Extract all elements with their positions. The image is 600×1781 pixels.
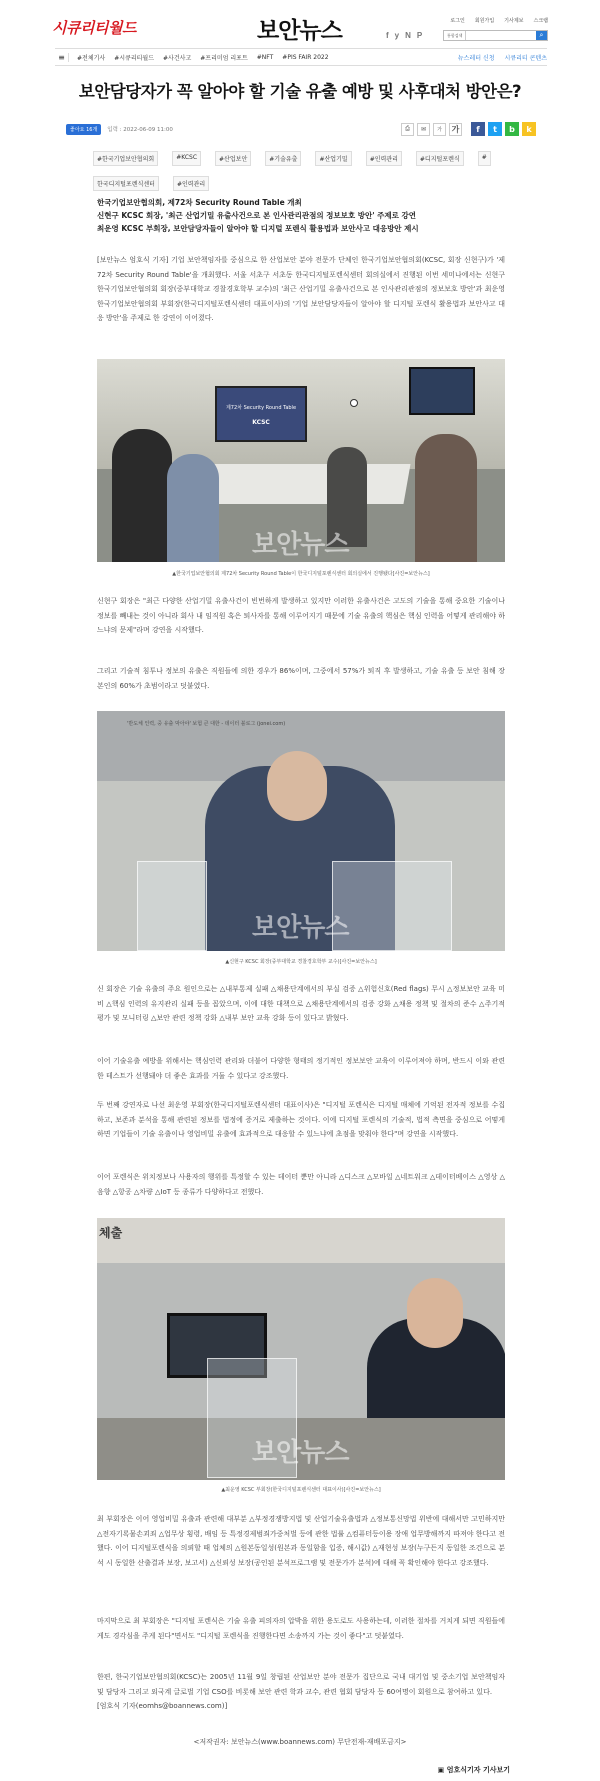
attendee	[112, 429, 172, 562]
byline: [엄호식 기자(eomhs@boannews.com)]	[97, 1702, 228, 1710]
wall-sign-text: 체출	[99, 1226, 123, 1240]
paragraph: 이어 포렌식은 위치정보나 사용자의 행위를 특정할 수 있는 데이터 뿐만 아니라 △디스크 △모바일 △네트워크 △데이터베이스 △영상 △음향 △항공 △차량 △IoT 등 종류가 다양하다고 전했다.	[97, 1173, 505, 1196]
youtube-icon[interactable]: y	[394, 31, 400, 40]
nav-item-security-world[interactable]: #시큐리티월드	[114, 54, 155, 62]
conference-table	[203, 464, 410, 504]
photo-seminar	[97, 359, 505, 562]
paragraph: 그리고 기술적 침투나 정보의 유출은 직원들에 의한 경우가 86%이며, 그중에서 57%가 퇴직 후 발생하고, 기술 유출 등 보안 침해 장본인의 60%가 초범이라고 덧붙였다.	[97, 667, 505, 690]
article-lead	[97, 196, 517, 235]
attendee	[415, 434, 477, 562]
tag[interactable]: #인력관리	[173, 176, 209, 191]
report-link[interactable]: 기사제보	[504, 18, 524, 24]
search-bar	[443, 30, 548, 41]
signup-link[interactable]: 회원가입	[474, 18, 495, 24]
font-large-button[interactable]: 가	[449, 123, 462, 136]
photo-caption: ▲신현구 KCSC 회장(중부대학교 경찰경호학부 교수)[사진=보안뉴스]	[225, 959, 377, 965]
lead-line: 신현구 KCSC 회장, '최근 산업기밀 유출사건으로 본 인사관리관점의 정보보호 방안' 주제로 강연	[97, 211, 417, 220]
like-button[interactable]: 좋아요 16개	[66, 124, 101, 135]
photo-speaker-1	[97, 711, 505, 951]
reporter-articles-link[interactable]	[438, 1765, 510, 1775]
email-icon[interactable]: ✉	[417, 123, 430, 136]
watermark: 보안뉴스	[252, 530, 349, 560]
nav-item-nft[interactable]: #NFT	[256, 53, 274, 61]
tag[interactable]: #한국기업보안협의회	[93, 151, 158, 166]
security-world-logo[interactable]: 시큐리티월드	[52, 20, 136, 37]
watermark: 보안뉴스	[252, 1438, 349, 1468]
main-nav	[55, 48, 547, 66]
reporter-link-label: 엄호식기자 기사보기	[446, 1766, 510, 1774]
band-share-icon[interactable]: b	[505, 122, 519, 136]
paragraph: 최 부회장은 이어 영업비밀 유출과 관련해 대부분 △부정경쟁방지법 및 산업기술유출법과 △정보통신망법 위반에 대해서만 고민하지만 △전자기록물손괴죄 △업무상 횡령, 배임 등 특정경제범죄가중처벌 등에 관한 법률 △컴퓨터등이용 장애 업무방해까지 따져야 한다고 전했다. 이어 디지털포렌식을 의뢰할 때 업체의 △원본동일성(원본과 동일함을 입증, 해시값) △재현성 보장(누구든지 동일한 조건으로 분석 시 동일한 산출결과 보장, 보고서) △신뢰성 보장(공인된 분석프로그램 및 전문가가 분석)에 대해 꼭 확인해야 한다고 강조했다.	[97, 1515, 505, 1567]
reporter-icon: ▣	[437, 1766, 447, 1774]
tag[interactable]: #기술유출	[265, 151, 301, 166]
photo-speaker-2	[97, 1218, 505, 1480]
projector-screen	[215, 386, 307, 442]
article-meta	[66, 122, 536, 136]
paragraph: 마지막으로 최 부회장은 "디지털 포렌식은 기술 유출 피의자의 압박을 위한 용도로도 사용하는데, 이러한 절차를 거치게 되면 직원들에게도 경각심을 주게 된다"면서도 "디지털 포렌식을 진행한다면 소송까지 가는 것이 좋다"고 덧붙였다.	[97, 1617, 505, 1640]
photo-caption: ▲한국기업보안협의회 제72차 Security Round Table이 한국디지털포렌식센터 회의실에서 진행됐다[사진=보안뉴스]	[172, 571, 430, 577]
nav-item-premium[interactable]: #프리미엄 리포트	[200, 54, 248, 62]
search-scope-select[interactable]: 통합검색	[444, 31, 466, 40]
login-link[interactable]: 로그인	[450, 18, 465, 24]
paragraph: 신현구 회장은 "최근 다양한 산업기밀 유출사건이 빈번하게 발생하고 있지만 이러한 유출사건은 고도의 기술을 통해 중요한 기술이나 정보를 빼내는 것이 아니라 회사 내 임직원 혹은 퇴사자를 통해 이루어지기 때문에 기술 유출의 핵심은 핵심 인력을 어떻게 관리해야 하느냐의 문제"라며 강연을 시작했다.	[97, 597, 505, 634]
nav-item-incidents[interactable]: #사건사고	[163, 54, 192, 62]
photo-caption: ▲최운영 KCSC 부회장(한국디지털포렌식센터 대표이사)[사진=보안뉴스]	[221, 1487, 381, 1493]
tag[interactable]: #디지털포렌식	[416, 151, 464, 166]
tag[interactable]: #KCSC	[172, 151, 201, 166]
social-links	[386, 31, 422, 40]
paragraph-text: 한편, 한국기업보안협의회(KCSC)는 2005년 11월 9일 창립된 산업보안 분야 전문가 집단으로 국내 대기업 및 중소기업 보안책임자 및 담당자 그리고 외국계 글로벌 기업 CSO를 비롯해 보안 관련 학과 교수, 관련 협회 담당자 등 60여명이 회원으로 참여하고 있다.	[97, 1673, 505, 1696]
attendee	[167, 454, 219, 562]
screen-title: 제72차 Security Round Table	[225, 405, 297, 411]
acrylic-partition	[332, 861, 452, 951]
facebook-icon[interactable]: f	[386, 31, 389, 40]
security-content-link[interactable]: 시큐리티 콘텐츠	[504, 54, 547, 62]
watermark: 보안뉴스	[252, 913, 349, 943]
paragraph: 두 번째 강연자로 나선 최운영 부회장(한국디지털포렌식센터 대표이사)은 "디지털 포렌식은 디지털 매체에 기억된 전자적 정보를 수집하고, 보존과 분석을 통해 관련된 정보를 법정에 증거로 제출하는 것이다. 이에 디지털 포렌식의 기술적, 법적 측면을 중심으로 어떻게 하면 기업들이 기술 유출이나 영업비밀 유출에 효과적으로 대응할 수 있느냐에 초점을 맞춰야 한다"며 강연을 시작했다.	[97, 1101, 505, 1138]
tag-list	[93, 151, 505, 191]
nav-item-all[interactable]: #전체기사	[77, 54, 106, 62]
naver-icon[interactable]: N	[405, 31, 411, 40]
paragraph: [보안뉴스 엄호식 기자] 기업 보안책임자를 중심으로 한 산업보안 분야 전문가 단체인 한국기업보안협의회(KCSC, 회장 신현구)가 '제72차 Security Round Table'을 개최했다. 서울 서초구 서초동 한국디지털포렌식센터 회의실에서 진행된 이번 세미나에서는 신현구 한국기업보안협의회 회장(중부대학교 경찰경호학부 교수)의 '최근 산업기밀 유출사건으로 본 인사관리관점의 정보보호 방안'과 최운영 한국기업보안협의회 부회장(한국디지털포렌식센터 대표이사)의 '기업 보안담당자들이 알아야 할 디지털 포렌식 활용법과 보안사고 대응 방안'을 주제로 한 강연이 이어졌다.	[97, 256, 505, 322]
article-title: 보안담당자가 꼭 알아야 할 기술 유출 예방 및 사후대처 방안은?	[78, 82, 522, 101]
tag[interactable]: #산업보안	[215, 151, 251, 166]
paragraph: 신 회장은 기술 유출의 주요 원인으로는 △내부통제 실패 △채용단계에서의 부실 검증 △위험신호(Red flags) 무시 △정보보안 교육 미비 △핵심 인력의 유지관리 실패 등을 꼽았으며, 이에 대한 대책으로 △채용단계에서의 검증 강화 △채용 정책 및 절차의 준수 △주기적 평가 및 모니터링 △보안 관련 정책 강화 △내부 보안 교육 강화 등이 있다고 밝혔다.	[97, 985, 505, 1022]
menu-icon[interactable]: ≡	[55, 53, 69, 62]
kakao-share-icon[interactable]: k	[522, 122, 536, 136]
search-icon[interactable]: ⌕	[536, 31, 547, 40]
acrylic-partition	[137, 861, 207, 951]
lead-line: 한국기업보안협의회, 제72차 Security Round Table 개최	[97, 198, 302, 207]
paragraph: 이어 기술유출 예방을 위해서는 핵심인력 관리와 더불어 다양한 형태의 정기적인 정보보안 교육이 이루어져야 하며, 반드시 이와 관련한 테스트가 선행돼야 더 좋은 효과를 거둘 수 있다고 강조했다.	[97, 1057, 505, 1080]
font-small-button[interactable]: 가	[433, 123, 446, 136]
twitter-share-icon[interactable]: t	[488, 122, 502, 136]
screen-logo: KCSC	[252, 419, 270, 426]
speaker-face	[407, 1278, 463, 1348]
post-icon[interactable]: P	[416, 31, 423, 40]
lead-line: 최운영 KCSC 부회장, 보안담당자들이 알아야 할 디지털 포렌식 활용법과 보안사고 대응방안 제시	[97, 224, 419, 233]
tv-monitor	[409, 367, 475, 415]
top-links	[450, 17, 548, 24]
copyright-notice: <저작권자: 보안뉴스(www.boannews.com) 무단전재-재배포금지>	[193, 1738, 407, 1746]
newsletter-link[interactable]: 뉴스레터 신청	[457, 54, 495, 62]
tag[interactable]: #산업기밀	[315, 151, 351, 166]
publish-date: 입력 : 2022-06-09 11:00	[107, 127, 173, 133]
nav-item-pisfair[interactable]: #PIS FAIR 2022	[282, 53, 329, 61]
tag[interactable]: #	[478, 151, 491, 166]
site-logo[interactable]: 보안뉴스	[257, 18, 342, 44]
scrap-link[interactable]: 스크랩	[533, 18, 548, 24]
tag[interactable]: #인력관리	[366, 151, 402, 166]
speaker-face	[267, 751, 327, 821]
print-icon[interactable]: ⎙	[401, 123, 414, 136]
wall-clock-icon	[350, 399, 358, 407]
facebook-share-icon[interactable]: f	[471, 122, 485, 136]
tag[interactable]: 한국디지털포렌식센터	[93, 176, 159, 191]
paragraph	[97, 1670, 505, 1714]
screen-text: '반도체 인력, 중 유출 막아야' 보험 큰 대한 - 데이터 블로그 (jonei.com)	[127, 721, 286, 727]
